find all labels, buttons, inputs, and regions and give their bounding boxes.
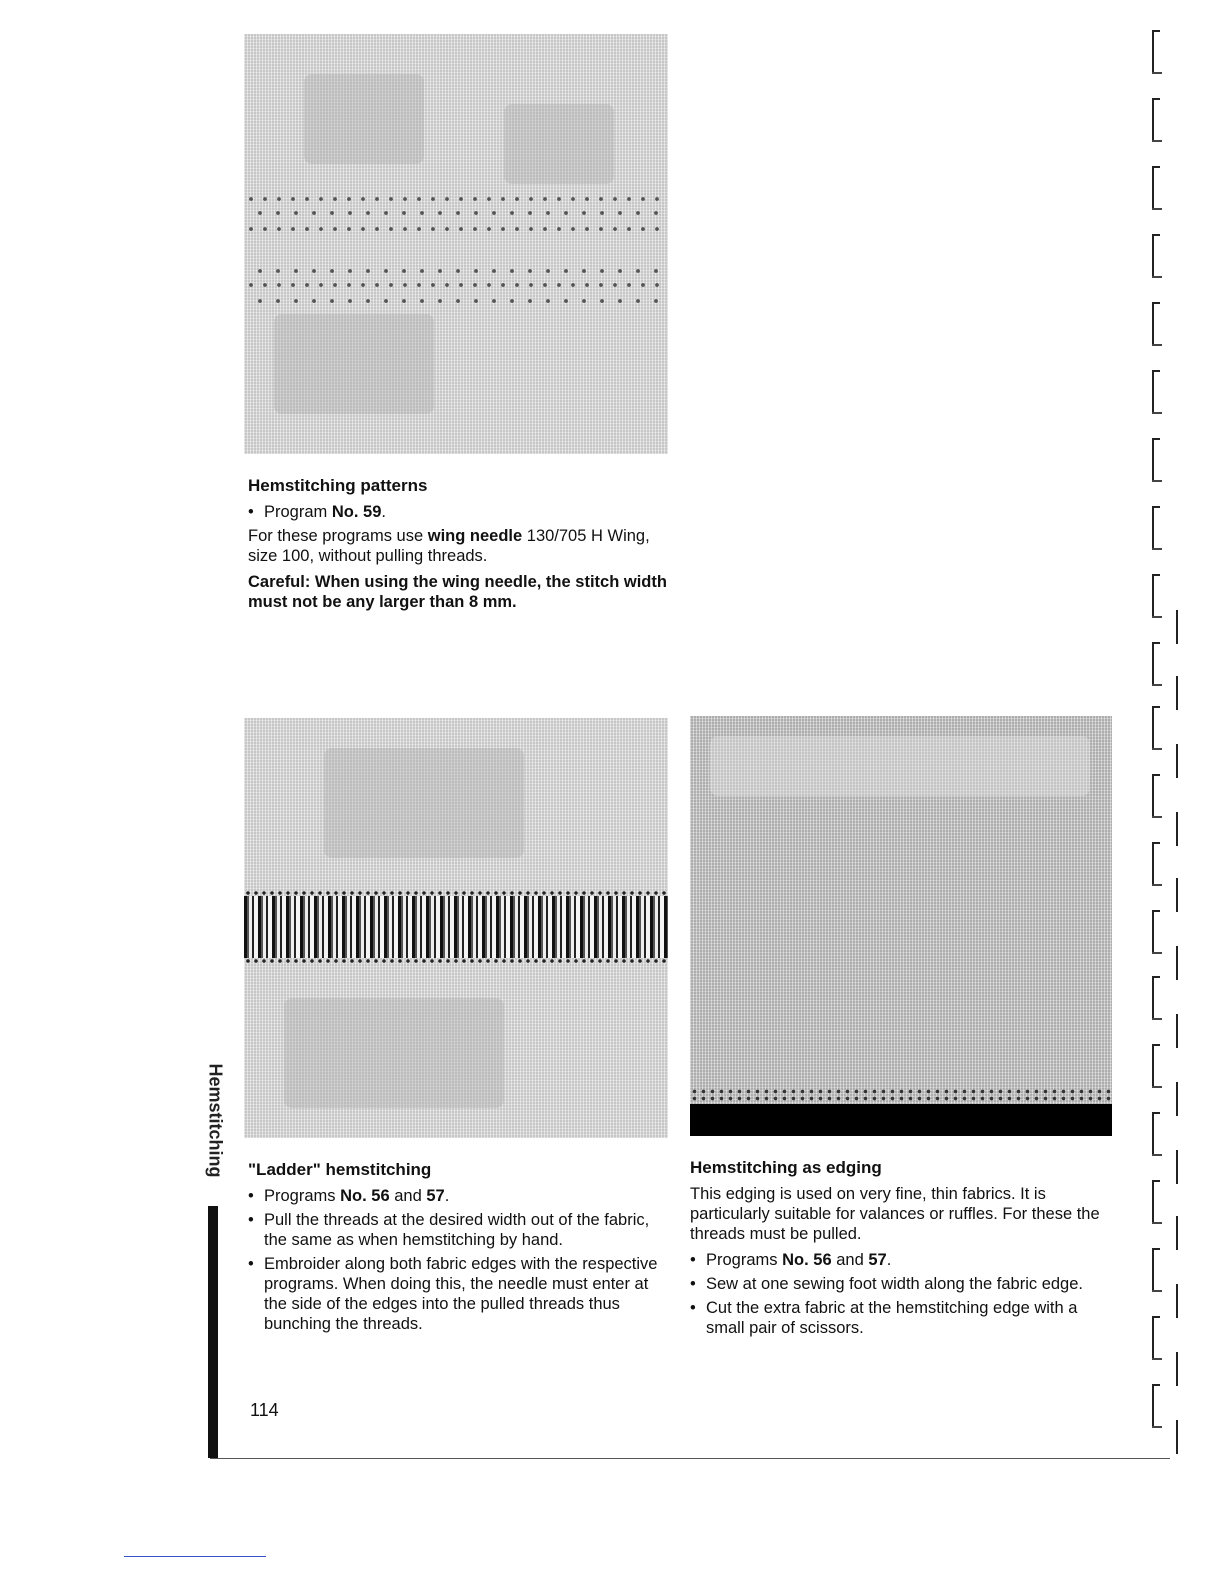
list-item: • Embroider along both fabric edges with the respective programs. When doing this, the needle must enter at the side of the edges into the pulled threads thus bunching the threads. (248, 1254, 658, 1334)
list-item: • Pull the threads at the desired width out of the fabric, the same as when hemstitching by hand. (248, 1210, 658, 1250)
list-item: • Program No. 59. (248, 502, 668, 522)
edging-intro: This edging is used on very fine, thin fabrics. It is particularly suitable for valances or ruffles. For these the threads must be pulled. (690, 1185, 1100, 1243)
ladder-hemstitching-heading: "Ladder" hemstitching (248, 1160, 432, 1179)
side-tab-label: Hemstitching (205, 1063, 226, 1178)
list-item: • Sew at one sewing foot width along the fabric edge. (690, 1274, 1114, 1294)
ladder-hemstitching-list (248, 1186, 658, 1334)
hemstitching-edging-photo (690, 716, 1112, 1136)
list-item: • Cut the extra fabric at the hemstitching edge with a small pair of scissors. (690, 1298, 1114, 1338)
section-hemstitching-edging (690, 1158, 1114, 1342)
hemstitching-patterns-list (248, 502, 668, 522)
section-ladder-hemstitching (248, 1160, 658, 1338)
section-hemstitching-patterns (248, 476, 668, 612)
bottom-link-line (124, 1556, 266, 1557)
hemstitching-patterns-photo (244, 34, 668, 454)
hemstitching-patterns-heading: Hemstitching patterns (248, 476, 428, 495)
hemstitching-edging-heading: Hemstitching as edging (690, 1158, 882, 1177)
hemstitching-edging-list (690, 1250, 1114, 1338)
wing-needle-paragraph: For these programs use wing needle 130/705 H Wing, size 100, without pulling threads. (248, 527, 650, 565)
bottom-rule (210, 1458, 1170, 1459)
list-item: • Programs No. 56 and 57. (248, 1186, 658, 1206)
left-binding-bar (208, 1206, 218, 1458)
page-number: 114 (250, 1400, 279, 1420)
list-item: • Programs No. 56 and 57. (690, 1250, 1114, 1270)
warning-text: Careful: When using the wing needle, the stitch width must not be any larger than 8 mm. (248, 573, 667, 611)
ladder-hemstitching-photo (244, 718, 668, 1138)
